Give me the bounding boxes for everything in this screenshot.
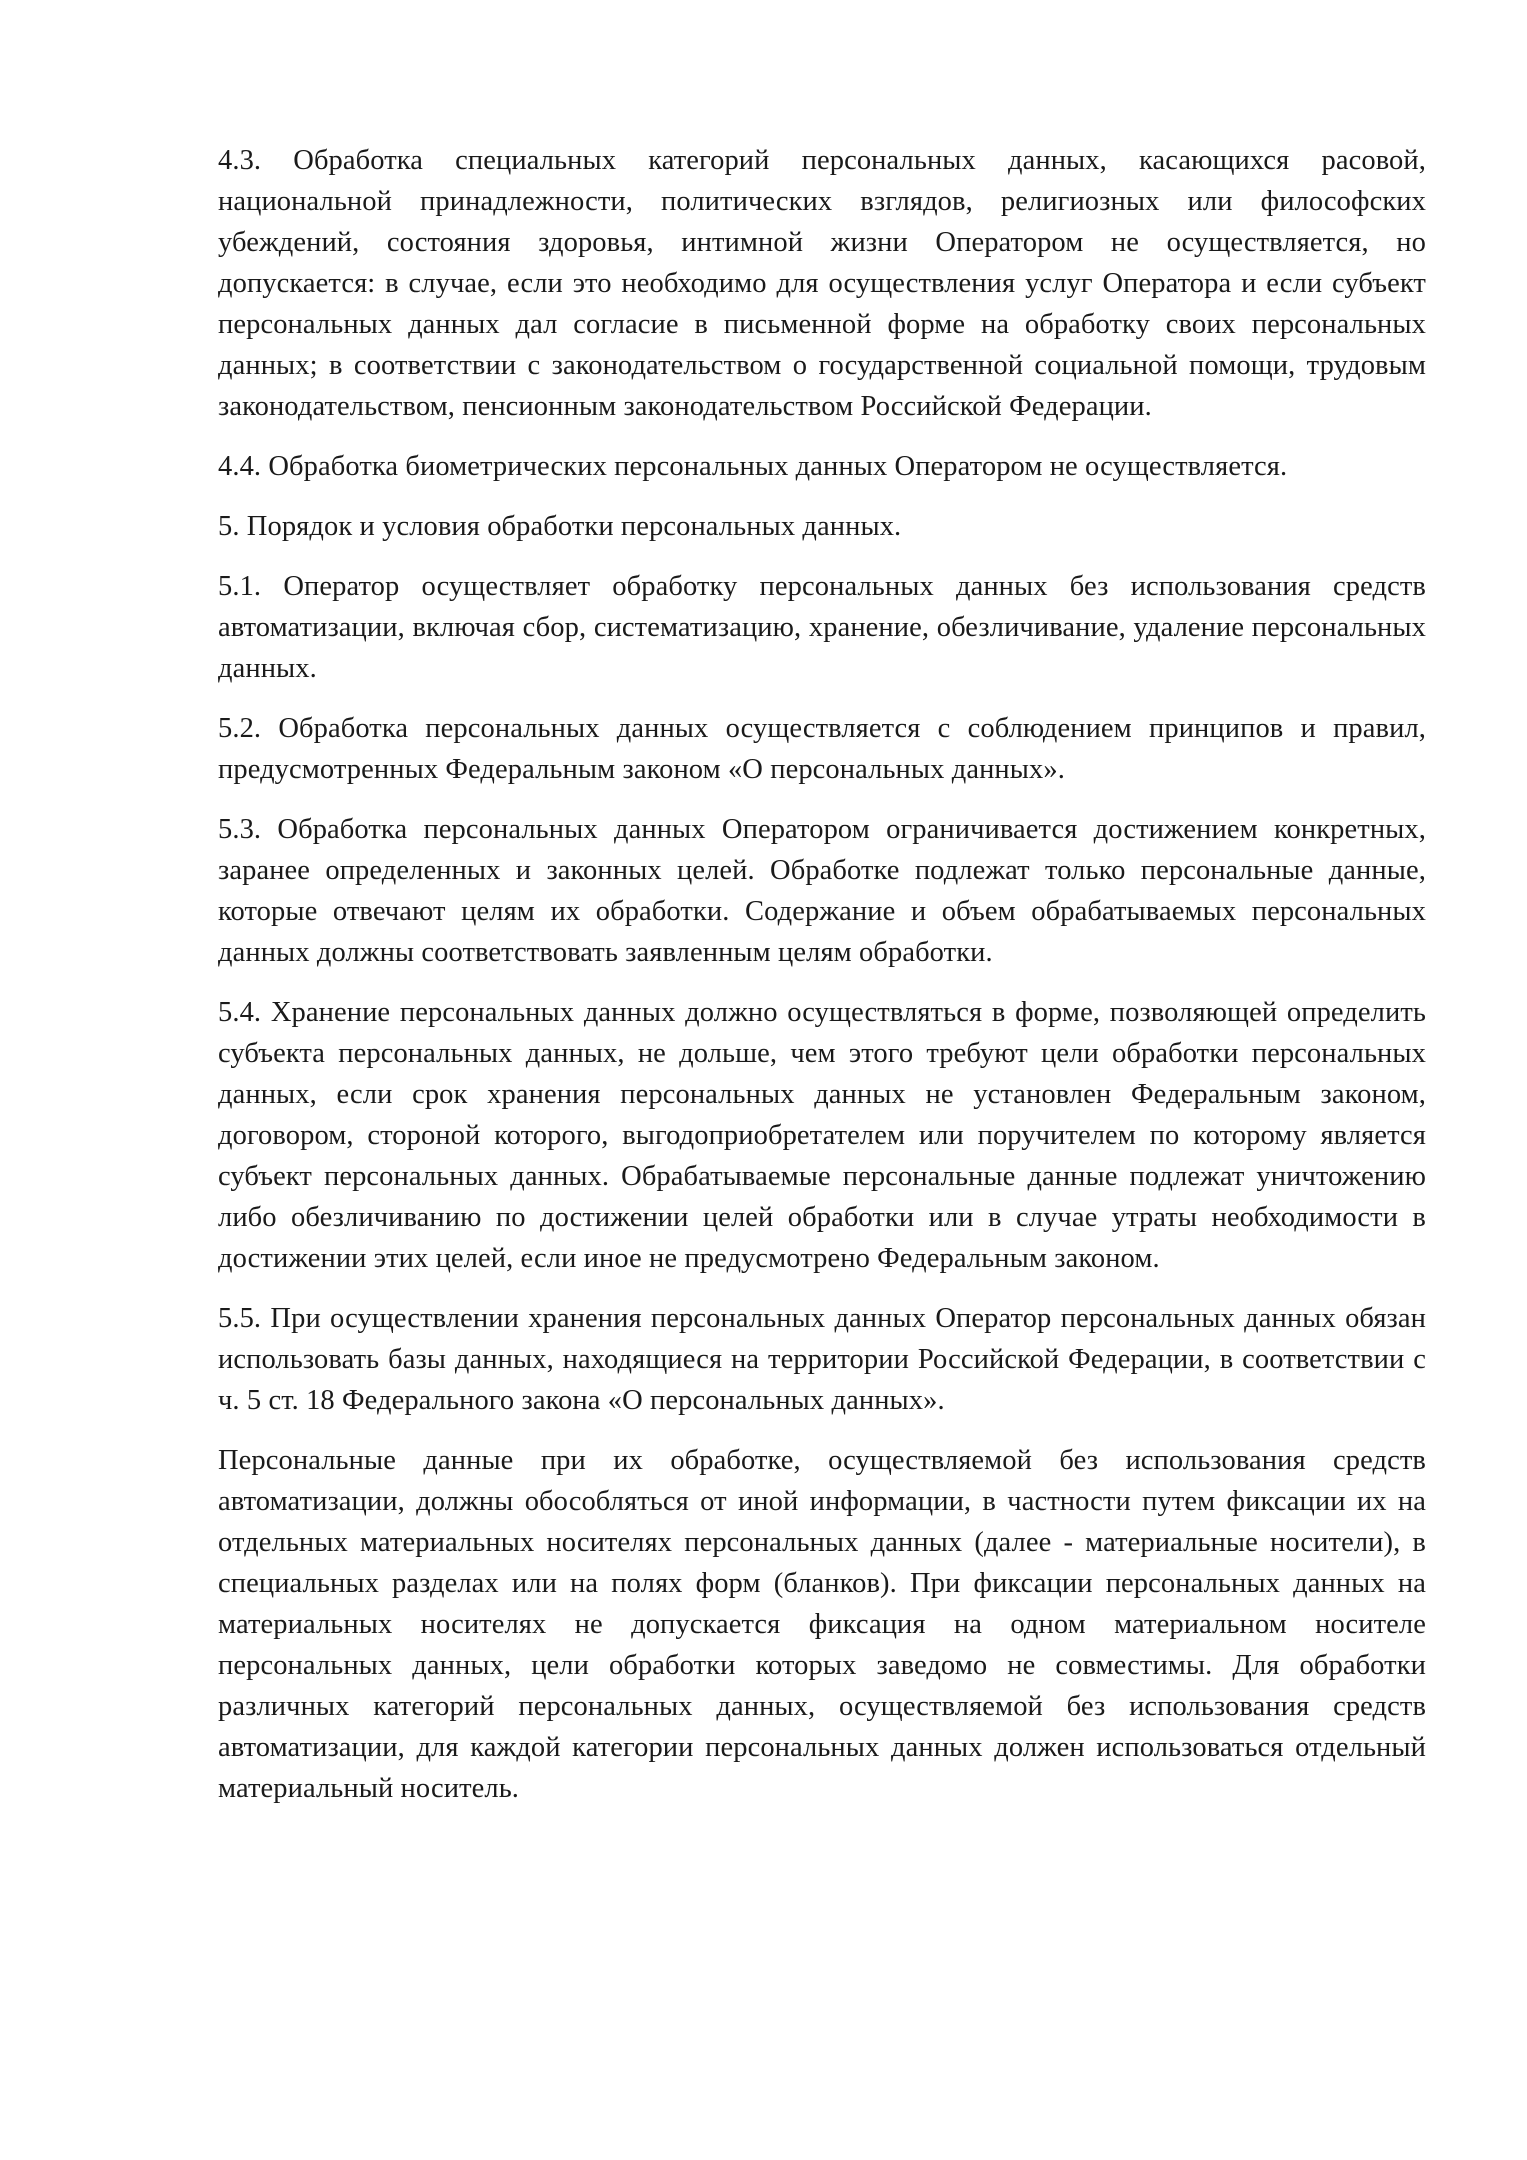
paragraph-5-1: 5.1. Оператор осуществляет обработку персональных данных без использования средств автоматизации, включая сбор, систематизацию, хранение, обезличивание, удаление персональных данных.: [218, 571, 1426, 684]
paragraph-4-3: 4.3. Обработка специальных категорий персональных данных, касающихся расовой, национальной принадлежности, политических взглядов, религиозных или философских убеждений, состояния здоровья, интимной жизни Оператором не осуществляется, но допускается: в случае, если это необходимо для осуществления услуг Оператора и если субъект персональных данных дал согласие в письменной форме на обработку своих персональных данных; в соответствии с законодательством о государственной социальной помощи, трудовым законодательством, пенсионным законодательством Российской Федерации.: [218, 145, 1426, 422]
paragraph-5-3: 5.3. Обработка персональных данных Оператором ограничивается достижением конкретных, заранее определенных и законных целей. Обработке подлежат только персональные данные, которые отвечают целям их обработки. Содержание и объем обрабатываемых персональных данных должны соответствовать заявленным целям обработки.: [218, 814, 1426, 968]
section-heading-5: 5. Порядок и условия обработки персональных данных.: [218, 511, 902, 542]
paragraph-4-4: 4.4. Обработка биометрических персональных данных Оператором не осуществляется.: [218, 451, 1288, 482]
paragraph-5-5-continued: Персональные данные при их обработке, осуществляемой без использования средств автоматизации, должны обособляться от иной информации, в частности путем фиксации их на отдельных материальных носителях персональных данных (далее - материальные носители), в специальных разделах или на полях форм (бланков). При фиксации персональных данных на материальных носителях не допускается фиксация на одном материальном носителе персональных данных, цели обработки которых заведомо не совместимы. Для обработки различных категорий персональных данных, осуществляемой без использования средств автоматизации, для каждой категории персональных данных должен использоваться отдельный материальный носитель.: [218, 1445, 1426, 1804]
paragraph-5-5: 5.5. При осуществлении хранения персональных данных Оператор персональных данных обязан использовать базы данных, находящиеся на территории Российской Федерации, в соответствии с ч. 5 ст. 18 Федерального закона «О персональных данных».: [218, 1303, 1426, 1416]
paragraph-5-4: 5.4. Хранение персональных данных должно осуществляться в форме, позволяющей определить субъекта персональных данных, не дольше, чем этого требуют цели обработки персональных данных, если срок хранения персональных данных не установлен Федеральным законом, договором, стороной которого, выгодоприобретателем или поручителем по которому является субъект персональных данных. Обрабатываемые персональные данные подлежат уничтожению либо обезличиванию по достижении целей обработки или в случае утраты необходимости в достижении этих целей, если иное не предусмотрено Федеральным законом.: [218, 997, 1426, 1274]
paragraph-5-2: 5.2. Обработка персональных данных осуществляется с соблюдением принципов и правил, предусмотренных Федеральным законом «О персональных данных».: [218, 713, 1426, 785]
document-body: [218, 140, 1426, 1828]
